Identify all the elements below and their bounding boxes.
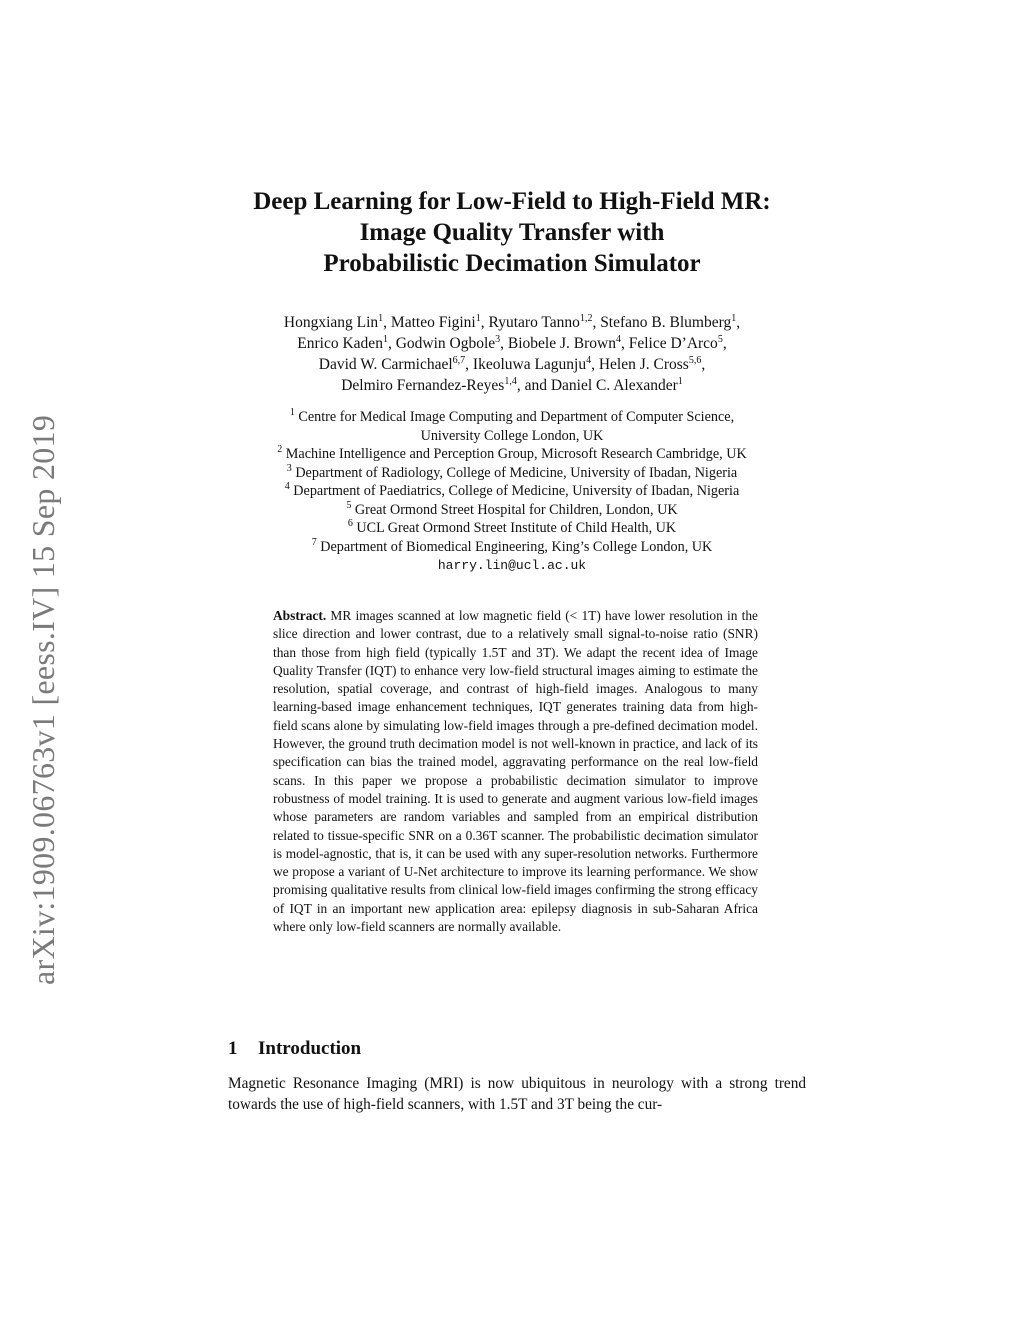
separator: , (736, 314, 741, 331)
author-name: , Godwin Ogbole (387, 335, 496, 352)
affiliation-marker: 4 (586, 355, 592, 366)
affiliation-marker: 6,7 (452, 355, 466, 366)
affiliation-text: Department of Radiology, College of Medicine, University of Ibadan, Nigeria (295, 464, 738, 481)
affiliation-marker: 1,4 (504, 376, 517, 387)
affiliation-marker: 4 (615, 334, 621, 345)
affiliation-list (150, 408, 874, 576)
author-name: , Ryutaro Tanno (480, 314, 580, 331)
affiliation-text: University College London, UK (420, 427, 604, 444)
author-name: , and Daniel C. Alexander (516, 377, 678, 394)
affiliation-line (150, 482, 874, 501)
author-line (160, 354, 864, 375)
affiliation-text: Centre for Medical Image Computing and Department of Computer Science, (298, 409, 735, 425)
affiliation-marker: 5 (717, 334, 723, 345)
introduction-paragraph: Magnetic Resonance Imaging (MRI) is now ubiquitous in neurology with a strong trend towards the use of high-field scanners, with 1.5T and 3T being the cur- (228, 1075, 806, 1113)
author-name: , Stefano B. Blumberg (592, 314, 732, 331)
affiliation-line (150, 501, 874, 520)
abstract (273, 607, 758, 936)
affiliation-line (150, 464, 874, 483)
affiliation-line (150, 408, 874, 427)
affiliation-text: Department of Biomedical Engineering, King’s College London, UK (320, 538, 713, 555)
title-line: Deep Learning for Low-Field to High-Field MR: (253, 188, 771, 215)
author-list (160, 312, 864, 396)
affiliation-marker: 5,6 (688, 355, 702, 366)
affiliation-line (150, 427, 874, 446)
abstract-text: MR images scanned at low magnetic field (< 1T) have lower resolution in the slice direction and lower contrast, due to a relatively small signal-to-noise ratio (SNR) than those from high field (typically 1.5T and 3T). We adapt the recent idea of Image Quality Transfer (IQT) to enhance very low-field structural images aiming to estimate the resolution, spatial coverage, and contrast of high-field images. Analogous to many learning-based image enhancement techniques, IQT generates training data from high-field scans alone by simulating low-field images through a pre-defined decimation model. However, the ground truth decimation model is not well-known in practice, and lack of its specification can bias the trained model, aggravating performance on the real low-field scans. In this paper we propose a probabilistic decimation simulator to improve robustness of model training. It is used to generate and augment various low-field images whose parameters are random variables and sampled from an empirical distribution related to tissue-specific SNR on a 0.36T scanner. The probabilistic decimation simulator is model-agnostic, that is, it can be used with any super-resolution networks. Furthermore we propose a variant of U-Net architecture to improve its learning performance. We show promising qualitative results from clinical low-field images confirming the strong efficacy of IQT in an important new application area: epilepsy diagnosis in sub-Saharan Africa where only low-field scanners are normally available. (273, 608, 758, 935)
affiliation-text: Machine Intelligence and Perception Group, Microsoft Research Cambridge, UK (285, 446, 747, 462)
author-line (160, 312, 864, 333)
affiliation-marker: 1 (382, 334, 388, 345)
arxiv-identifier: arXiv:1909.06763v1 [eess.IV] 15 Sep 2019 (25, 414, 61, 985)
affiliation-marker: 1 (378, 313, 384, 324)
affiliation-marker: 1 (677, 376, 683, 387)
separator: , (722, 335, 727, 352)
affiliation-text: Great Ormond Street Hospital for Children, London, UK (354, 501, 678, 518)
author-name: Enrico Kaden (297, 335, 383, 352)
affiliation-number: 1 (289, 407, 295, 418)
title-line: Image Quality Transfer with (359, 219, 665, 246)
affiliation-line (150, 538, 874, 557)
affiliation-line (150, 445, 874, 464)
abstract-label: Abstract. (273, 608, 327, 623)
affiliation-line (150, 519, 874, 538)
affiliation-marker: 1 (731, 313, 737, 324)
affiliation-number: 4 (284, 481, 290, 492)
title-line: Probabilistic Decimation Simulator (323, 250, 701, 277)
author-name: , Biobele J. Brown (500, 335, 616, 352)
author-line (160, 333, 864, 354)
affiliation-marker: 3 (495, 334, 501, 345)
author-name: , Matteo Figini (383, 314, 476, 331)
author-name: David W. Carmichael (318, 356, 453, 373)
author-name: Delmiro Fernandez-Reyes (341, 377, 505, 394)
separator: , (701, 356, 706, 373)
affiliation-number: 6 (347, 518, 353, 529)
section-title: Introduction (258, 1038, 362, 1059)
affiliation-number: 5 (346, 499, 352, 511)
author-name: , Felice D’Arco (620, 335, 718, 352)
affiliation-line (150, 556, 874, 576)
affiliation-number: 7 (311, 536, 317, 548)
section-number: 1 (228, 1038, 238, 1059)
affiliation-number: 3 (286, 462, 292, 474)
author-name: Hongxiang Lin (283, 314, 379, 331)
affiliation-marker: 1,2 (579, 313, 593, 324)
author-line (160, 375, 864, 396)
author-name: , Ikeoluwa Lagunju (465, 356, 587, 373)
affiliation-marker: 1 (475, 313, 481, 324)
affiliation-text: UCL Great Ormond Street Institute of Child Health, UK (356, 520, 677, 536)
paper-title (120, 186, 904, 279)
author-name: , Helen J. Cross (591, 356, 689, 373)
email-address: harry.lin@ucl.ac.uk (437, 558, 587, 573)
section-heading (228, 1037, 361, 1061)
affiliation-number: 2 (277, 444, 283, 455)
affiliation-text: Department of Paediatrics, College of Medicine, University of Ibadan, Nigeria (293, 483, 740, 499)
